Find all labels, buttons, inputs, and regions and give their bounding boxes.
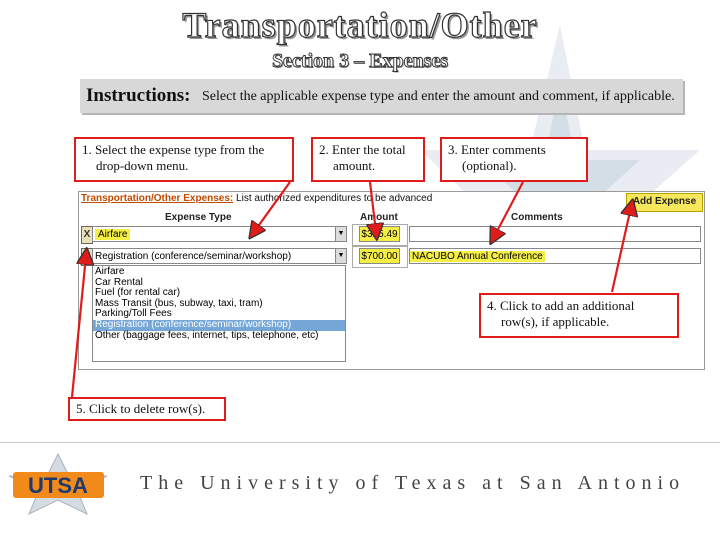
expense-form	[78, 191, 705, 370]
callout-step-3-line-2: (optional).	[462, 158, 517, 173]
dropdown-option-selected[interactable]: Registration (conference/seminar/workshop)	[93, 320, 345, 331]
chevron-down-icon[interactable]: ▼	[335, 227, 346, 241]
callout-step-5-line-1: 5. Click to delete row(s).	[76, 401, 206, 416]
chevron-down-icon[interactable]: ▼	[335, 249, 346, 263]
university-name: The University of Texas at San Antonio	[140, 472, 686, 494]
expense-type-select[interactable]	[92, 248, 347, 264]
delete-row-button[interactable]: X	[81, 248, 93, 266]
expense-type-value: Airfare	[95, 229, 130, 240]
amount-input[interactable]: $700.00	[359, 248, 400, 264]
callout-step-3-line-1: 3. Enter comments	[448, 142, 546, 157]
utsa-logo	[7, 452, 110, 517]
dropdown-option[interactable]: Other (baggage fees, internet, tips, telephone, etc)	[95, 329, 319, 341]
callout-step-4-line-1: 4. Click to add an additional	[487, 298, 635, 313]
add-expense-button[interactable]: Add Expense	[626, 193, 703, 212]
footer-divider	[0, 442, 720, 443]
callout-step-1-line-2: drop-down menu.	[96, 158, 189, 173]
callout-step-1-line-1: 1. Select the expense type from the	[82, 142, 265, 157]
expense-type-select[interactable]	[92, 226, 347, 242]
callout-step-4-line-2: row(s), if applicable.	[501, 314, 610, 329]
callout-step-2-line-2: amount.	[333, 158, 376, 173]
callout-step-3	[440, 137, 588, 182]
form-header	[81, 193, 432, 204]
instructions-text: Select the applicable expense type and enter the amount and comment, if applicable.	[202, 89, 675, 104]
column-header-expense-type: Expense Type	[165, 212, 232, 223]
dropdown-option[interactable]: Airfare	[95, 266, 125, 277]
amount-input[interactable]: $315.49	[359, 226, 400, 242]
callout-step-2-line-1: 2. Enter the total	[319, 142, 406, 157]
form-header-lead: Transportation/Other Expenses:	[81, 193, 234, 204]
dropdown-option[interactable]: Car Rental	[95, 276, 143, 288]
instructions-label: Instructions:	[86, 85, 191, 106]
comment-value: NACUBO Annual Conference	[412, 251, 543, 262]
logo-text: UTSA	[28, 473, 88, 498]
callout-step-4	[479, 293, 679, 338]
comment-input[interactable]	[409, 226, 701, 242]
comment-input[interactable]	[409, 248, 701, 264]
instructions-bar	[80, 79, 683, 113]
page-title: Transportation/Other	[182, 5, 538, 45]
dropdown-option[interactable]: Mass Transit (bus, subway, taxi, tram)	[95, 297, 263, 309]
dropdown-option[interactable]: Fuel (for rental car)	[95, 287, 181, 299]
callout-step-1	[74, 137, 294, 182]
expense-type-dropdown-list	[92, 265, 346, 362]
column-header-comments: Comments	[511, 212, 563, 223]
delete-row-button[interactable]: X	[81, 226, 93, 244]
callout-step-5	[68, 397, 226, 421]
form-header-text: List authorized expenditures to be advanced	[233, 193, 433, 204]
callout-step-2	[311, 137, 425, 182]
dropdown-option[interactable]: Parking/Toll Fees	[95, 308, 172, 320]
expense-type-value: Registration (conference/seminar/workshop)	[95, 251, 292, 262]
page-subtitle: Section 3 – Expenses	[271, 50, 449, 72]
column-header-amount: Amount	[360, 212, 398, 223]
